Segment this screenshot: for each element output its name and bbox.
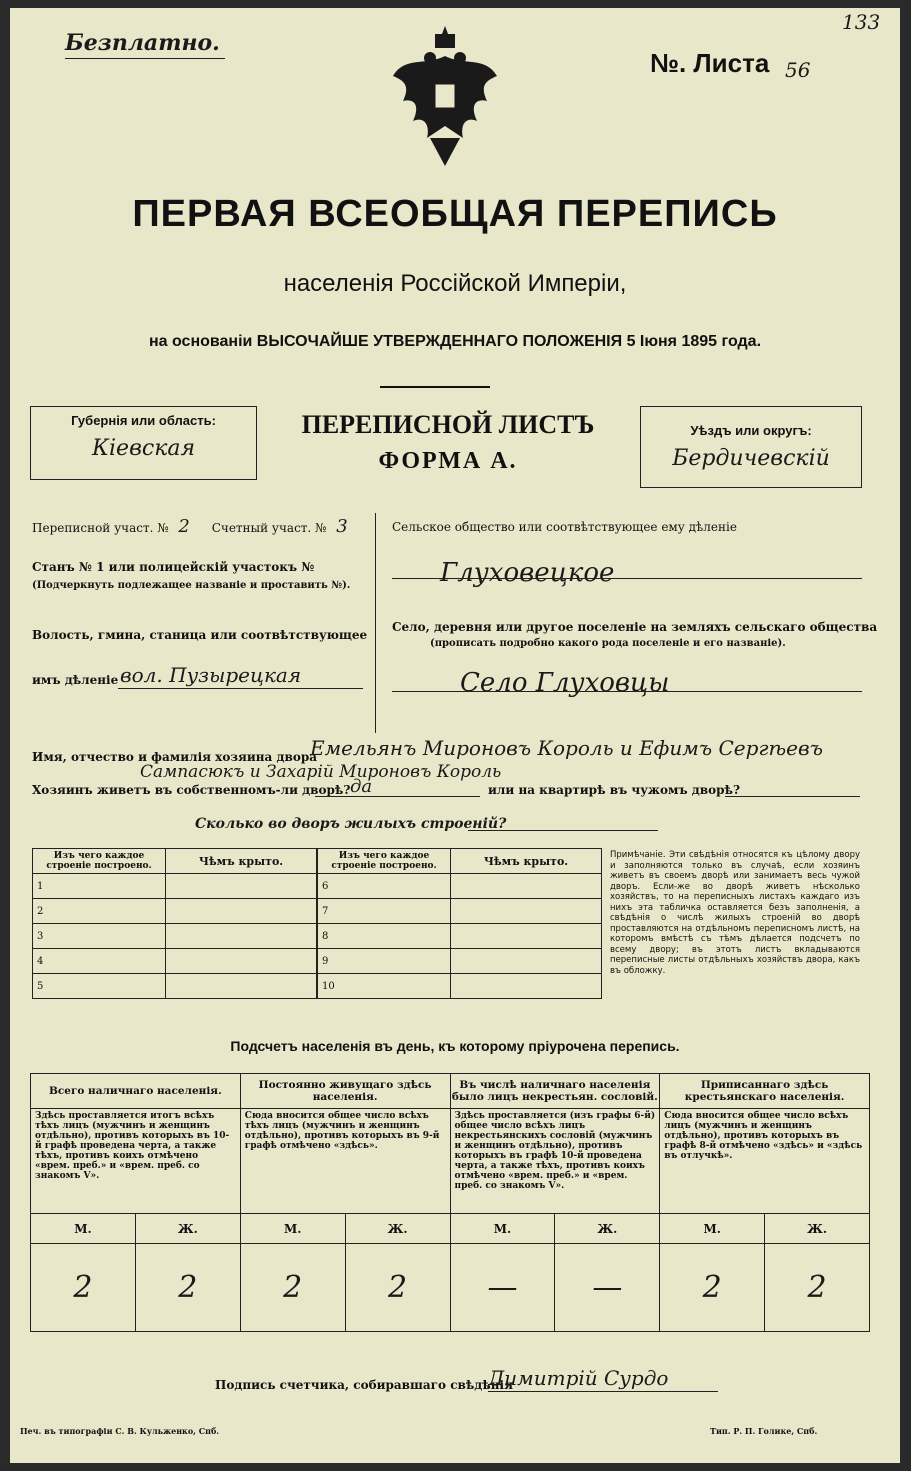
sheet-number-value: 56 xyxy=(785,58,811,82)
gubernia-label: Губернія или область: xyxy=(71,413,216,428)
stan-label: Станъ № 1 или полицейскій участокъ № xyxy=(32,560,315,574)
m-header: М. xyxy=(660,1214,765,1244)
count-col-desc: Сюда вносится общее число всѣхъ тѣхъ лицъ (мужчинъ и женщинъ отдѣльно), противъ которыхъ въ 9-й графѣ отмѣчено «здѣсь». xyxy=(240,1109,450,1214)
col-material: Изъ чего каждое строеніе построено. xyxy=(318,849,451,874)
basis-line: на основаніи ВЫСОЧАЙШЕ УТВЕРЖДЕННАГО ПОЛОЖЕНІЯ 5 Іюня 1895 года. xyxy=(148,333,762,350)
sub-title: населенія Россійской Имперіи, xyxy=(283,270,627,297)
count-title: Подсчетъ населенія въ день, къ которому пріурочена перепись. xyxy=(230,1038,680,1054)
schet-value: 3 xyxy=(336,516,348,537)
lives-value: да xyxy=(350,776,373,797)
count-m-value: — xyxy=(450,1244,555,1332)
society-line xyxy=(392,578,862,579)
society-value: Глуховецкое xyxy=(440,558,615,588)
gubernia-box xyxy=(30,406,257,480)
owner-label: Имя, отчество и фамилія хозяина двора xyxy=(32,750,317,764)
building-row: 10 xyxy=(318,974,451,999)
census-form xyxy=(10,8,900,1463)
f-header: Ж. xyxy=(135,1214,240,1244)
rent-label: или на квартирѣ въ чужомъ дворѣ? xyxy=(488,783,740,797)
volost-label: Волость, гмина, станица или соотвѣтствующее xyxy=(32,628,368,642)
count-col-head: Постоянно живущаго здѣсь населенія. xyxy=(240,1074,450,1109)
owner-value-2: Сампасюкъ и Захарій Мироновъ Король xyxy=(140,762,502,782)
m-header: М. xyxy=(240,1214,345,1244)
col-roof: Чѣмъ крыто. xyxy=(451,849,602,874)
owner-value: Емельянъ Мироновъ Король и Ефимъ Сергѣевъ xyxy=(310,736,823,760)
form-subtitle: ФОРМА А. xyxy=(378,448,518,474)
volost-label-2: имъ дѣленіе xyxy=(32,673,119,687)
buildings-note: Примѣчаніе. Эти свѣдѣнія относятся къ цѣлому двору и заполняются только въ случаѣ, если хозяинъ живетъ въ своемъ дворѣ или занимаетъ весь чужой дворъ. Если-же во дворѣ живетъ нѣсколько хозяйствъ, то на переписныхъ листахъ каждаго изъ нихъ эта табличка оставляется безъ заполненія, а свѣдѣнія о числѣ жилыхъ строеній во дворѣ проставляются на отдѣльномъ переписномъ листѣ, на которомъ вмѣстѣ съ тѣмъ дѣлается подсчетъ по всему двору; въ этотъ листъ вкладываются переписные листы отдѣльныхъ хозяйствъ двора, какъ въ обложку. xyxy=(610,850,860,976)
count-col-desc: Здѣсь проставляется (изъ графы 6-й) общее число всѣхъ лицъ некрестьянскихъ сословій (мужчинъ и женщинъ отдѣльно), противъ которыхъ въ графѣ 10-й проведена черта, а также тѣхъ, противъ коихъ отмѣчено «врем. преб.» и «врем. преб. со знакомъ V». xyxy=(450,1109,660,1214)
count-col-head: Всего наличнаго населенія. xyxy=(31,1074,241,1109)
uezd-label: Уѣздъ или округъ: xyxy=(690,423,812,438)
gubernia-value: Кіевская xyxy=(91,436,196,461)
count-f-value: 2 xyxy=(765,1244,870,1332)
count-col-head: Приписаннаго здѣсь крестьянскаго населенія. xyxy=(660,1074,870,1109)
signature-label: Подпись счетчика, собиравшаго свѣдѣнія xyxy=(215,1378,513,1392)
schet-label: Счетный участ. № xyxy=(211,521,327,535)
count-f-value: 2 xyxy=(135,1244,240,1332)
building-row: 9 xyxy=(318,949,451,974)
col-roof: Чѣмъ крыто. xyxy=(166,849,317,874)
building-row: 1 xyxy=(33,874,166,899)
free-underline xyxy=(65,58,225,59)
signature-value: Димитрій Сурдо xyxy=(488,1366,669,1390)
f-header: Ж. xyxy=(345,1214,450,1244)
count-col-head: Въ числѣ наличнаго населенія было лицъ некрестьян. сословій. xyxy=(450,1074,660,1109)
building-row: 2 xyxy=(33,899,166,924)
uchast-row xyxy=(32,516,348,537)
count-col-desc: Здѣсь проставляется итогъ всѣхъ тѣхъ лицъ (мужчинъ и женщинъ отдѣльно), противъ которыхъ въ 10-й графѣ проведена черта, а также тѣхъ, противъ коихъ отмѣчено «врем. преб.» и «врем. преб. со знакомъ V». xyxy=(31,1109,241,1214)
lives-label: Хозяинъ живетъ въ собственномъ-ли дворѣ? xyxy=(32,783,351,797)
building-row: 5 xyxy=(33,974,166,999)
count-col-desc: Сюда вносится общее число всѣхъ лицъ (мужчинъ и женщинъ отдѣльно), противъ которыхъ въ графѣ 8-й отмѣчено «здѣсь» и «здѣсь въ отлучкѣ». xyxy=(660,1109,870,1214)
rent-line xyxy=(725,796,860,797)
uezd-value: Бердичевскій xyxy=(672,446,830,471)
count-m-value: 2 xyxy=(31,1244,136,1332)
count-m-value: 2 xyxy=(660,1244,765,1332)
village-line xyxy=(392,691,862,692)
col-material: Изъ чего каждое строеніе построено. xyxy=(33,849,166,874)
m-header: М. xyxy=(450,1214,555,1244)
village-value: Село Глуховцы xyxy=(460,668,670,698)
volost-line xyxy=(118,688,363,689)
buildings-line xyxy=(468,830,658,831)
sheet-number-label: №. Листа xyxy=(650,48,770,78)
imperial-eagle-emblem xyxy=(385,26,505,176)
m-header: М. xyxy=(31,1214,136,1244)
f-header: Ж. xyxy=(555,1214,660,1244)
f-header: Ж. xyxy=(765,1214,870,1244)
count-m-value: 2 xyxy=(240,1244,345,1332)
free-label: Безплатно. xyxy=(65,30,220,56)
uezd-box xyxy=(640,406,862,488)
main-title: ПЕРВАЯ ВСЕОБЩАЯ ПЕРЕПИСЬ xyxy=(132,193,778,235)
count-f-value: — xyxy=(555,1244,660,1332)
building-row: 8 xyxy=(318,924,451,949)
lives-line xyxy=(315,796,480,797)
building-row: 4 xyxy=(33,949,166,974)
count-table xyxy=(30,1073,870,1332)
volost-value: вол. Пузырецкая xyxy=(120,663,302,687)
corner-number: 133 xyxy=(842,10,881,34)
ornament-divider xyxy=(380,386,490,388)
form-title: ПЕРЕПИСНОЙ ЛИСТЪ xyxy=(301,410,595,439)
signature-line xyxy=(488,1391,718,1392)
village-label: Село, деревня или другое поселеніе на земляхъ сельскаго общества xyxy=(392,620,878,634)
uchast-value: 2 xyxy=(178,516,190,537)
count-f-value: 2 xyxy=(345,1244,450,1332)
printer-right: Тип. Р. П. Голике, Спб. xyxy=(710,1426,818,1436)
uchast-label: Переписной участ. № xyxy=(32,521,169,535)
buildings-table-right xyxy=(317,848,602,999)
buildings-question: Сколько во дворъ жилыхъ строеній? xyxy=(195,816,507,832)
society-label: Сельское общество или соотвѣтствующее ему дѣленіе xyxy=(392,520,737,534)
fields-divider xyxy=(375,513,376,733)
buildings-table-left xyxy=(32,848,317,999)
village-hint: (прописать подробно какого рода поселеніе и его названіе). xyxy=(430,638,786,649)
building-row: 6 xyxy=(318,874,451,899)
stan-hint: (Подчеркнуть подлежащее названіе и проставить №). xyxy=(32,580,351,591)
building-row: 7 xyxy=(318,899,451,924)
printer-left: Печ. въ типографіи С. В. Кульженко, Спб. xyxy=(20,1426,220,1436)
building-row: 3 xyxy=(33,924,166,949)
